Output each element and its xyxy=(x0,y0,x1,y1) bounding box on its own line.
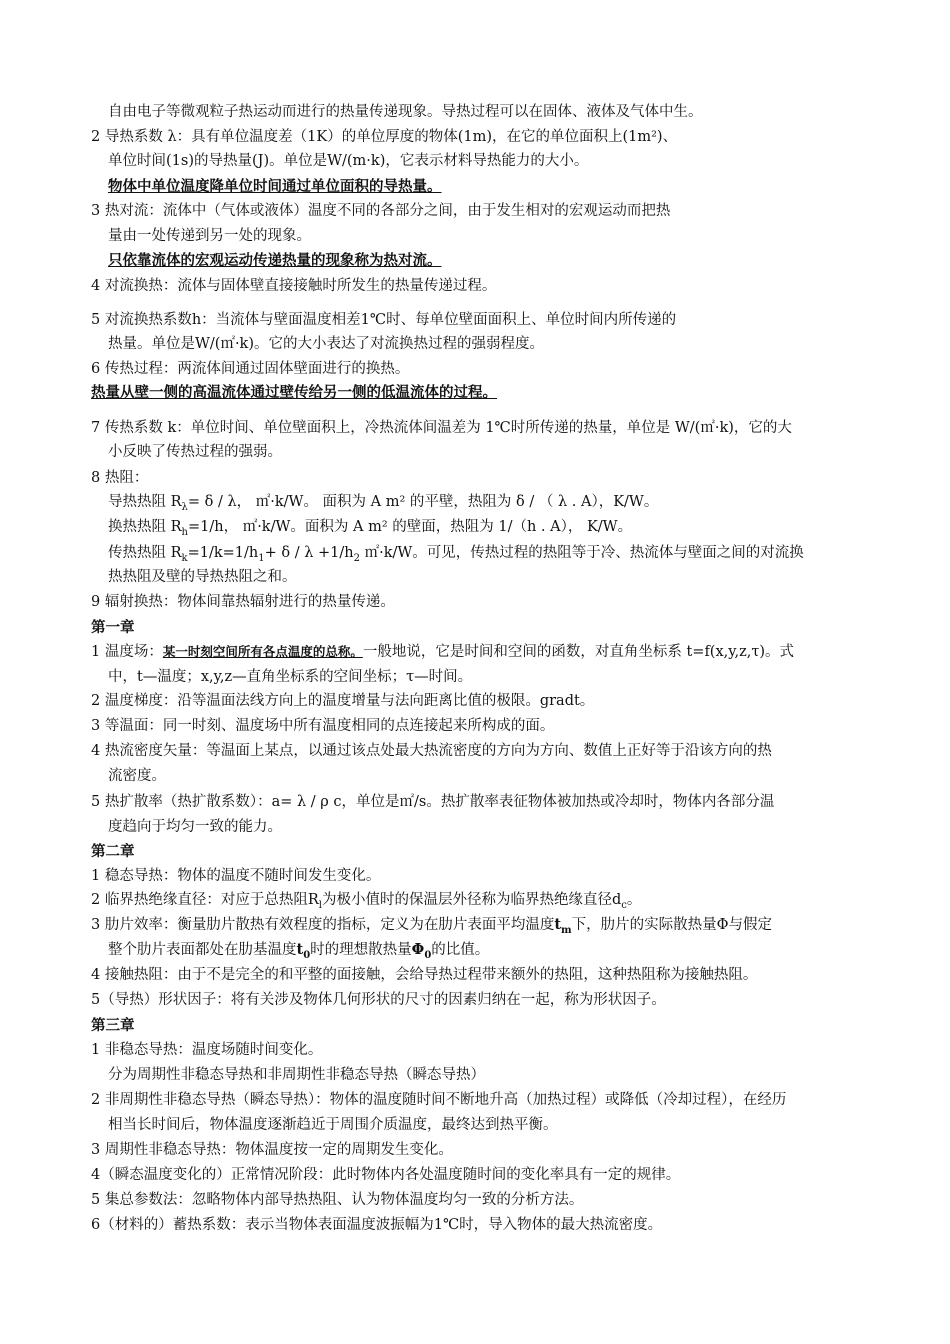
text-line: 9 辐射换热：物体间靠热辐射进行的热量传递。 xyxy=(91,594,395,610)
definition-line: 只依靠流体的宏观运动传递热量的现象称为热对流。 xyxy=(108,252,442,269)
text-line: 3 热对流：流体中（气体或液体）温度不同的各部分之间，由于发生相对的宏观运动而把热 xyxy=(91,203,671,219)
text-line: 2 导热系数 λ：具有单位温度差（1K）的单位厚度的物体(1m)，在它的单位面积上(1m²)、 xyxy=(91,129,678,145)
text-line: 8 热阻： xyxy=(91,470,149,486)
text-line: 2 临界热绝缘直径：对应于总热阻$R_l$为极小值时的保温层外径称为临界热绝缘直径$d_c$。 xyxy=(91,892,642,911)
text-line: 流密度。 xyxy=(108,768,166,784)
text-line: 4 热流密度矢量：等温面上某点，以通过该点处最大热流密度的方向为方向、数值上正好等于沿该方向的热 xyxy=(91,743,772,759)
text-line: 中，t—温度；x,y,z—直角坐标系的空间坐标；τ—时间。 xyxy=(108,669,473,685)
text-line: 分为周期性非稳态导热和非周期性非稳态导热（瞬态导热） xyxy=(108,1067,485,1083)
text-line: 5 对流换热系数h：当流体与壁面温度相差1℃时、每单位壁面面积上、单位时间内所传递的 xyxy=(91,312,677,328)
text-line: 3 等温面：同一时刻、温度场中所有温度相同的点连接起来所构成的面。 xyxy=(91,718,555,734)
text-line: 1 非稳态导热：温度场随时间变化。 xyxy=(91,1042,323,1058)
text-line: 小反映了传热过程的强弱。 xyxy=(108,444,282,460)
text-line: 5 集总参数法：忽略物体内部导热热阻、认为物体温度均匀一致的分析方法。 xyxy=(91,1192,584,1208)
chapter-heading: 第二章 xyxy=(91,843,135,860)
text-line: 相当长时间后，物体温度逐渐趋近于周围介质温度，最终达到热平衡。 xyxy=(108,1117,558,1133)
resistance-conduction: 导热热阻 $R_\lambda= \delta / \lambda$， ㎡·k/W。 面积为 A m² 的平壁，热阻为 δ / （ λ . A），K/W。 xyxy=(108,494,659,513)
text-line: 度趋向于均匀一致的能力。 xyxy=(108,819,282,835)
text-line: 4 接触热阻：由于不是完全的和平整的面接触，会给导热过程带来额外的热阻，这种热阻称为接触热阻。 xyxy=(91,967,758,983)
chapter-heading: 第一章 xyxy=(91,619,135,636)
text-line: 整个肋片表面都处在肋基温度$t_0$时的理想散热量$\Phi_0$的比值。 xyxy=(108,941,490,961)
text-line: 7 传热系数 k：单位时间、单位壁面积上，冷热流体间温差为 1℃时所传递的热量，单位是 W/(㎡·k)，它的大 xyxy=(91,420,792,436)
text-line: 1 稳态导热：物体的温度不随时间发生变化。 xyxy=(91,868,381,884)
text-line: 单位时间(1s)的导热量(J)。单位是W/(m·k)，它表示材料导热能力的大小。 xyxy=(108,153,589,169)
text-line: 6 传热过程：两流体间通过固体壁面进行的换热。 xyxy=(91,361,410,377)
resistance-total: 传热热阻 $R_k=1/k=1/h_1+ \delta / \lambda +1/h_2$ ㎡·k/W。可见，传热过程的热阻等于冷、热流体与壁面之间的对流换 xyxy=(108,545,804,564)
resistance-convection: 换热热阻 $R_h=1/h$， ㎡·k/W。面积为 A m² 的壁面，热阻为 1/（h . A）， K/W。 xyxy=(108,519,633,538)
text-line: 2 温度梯度：沿等温面法线方向上的温度增量与法向距离比值的极限。gradt。 xyxy=(91,693,595,709)
text-line: 量由一处传递到另一处的现象。 xyxy=(108,228,311,244)
definition-line: 热量从壁一侧的高温流体通过壁传给另一侧的低温流体的过程。 xyxy=(91,384,497,401)
text-line: 5（导热）形状因子：将有关涉及物体几何形状的尺寸的因素归纳在一起，称为形状因子。 xyxy=(91,992,666,1008)
text-line: 热量。单位是W/(㎡·k)。它的大小表达了对流换热过程的强弱程度。 xyxy=(108,336,544,352)
text-line: 2 非周期性非稳态导热（瞬态导热）：物体的温度随时间不断地升高（加热过程）或降低（冷却过程），在经历 xyxy=(91,1092,787,1108)
text-line: 1 温度场：某一时刻空间所有各点温度的总称。一般地说，它是时间和空间的函数，对直角坐标系 t=f(x,y,z,τ)。式 xyxy=(91,644,795,660)
chapter-heading: 第三章 xyxy=(91,1017,135,1034)
text-line: 4（瞬态温度变化的）正常情况阶段：此时物体内各处温度随时间的变化率具有一定的规律。 xyxy=(91,1167,681,1183)
text-line: 4 对流换热：流体与固体壁直接接触时所发生的热量传递过程。 xyxy=(91,278,497,294)
text-line: 自由电子等微观粒子热运动而进行的热量传递现象。导热过程可以在固体、液体及气体中生。 xyxy=(108,104,703,120)
text-line: 3 周期性非稳态导热：物体温度按一定的周期发生变化。 xyxy=(91,1142,453,1158)
text-line: 3 肋片效率：衡量肋片散热有效程度的指标，定义为在肋片表面平均温度$t_m$下，肋片的实际散热量Φ与假定 xyxy=(91,916,773,936)
definition-line: 物体中单位温度降单位时间通过单位面积的导热量。 xyxy=(108,178,442,195)
text-line: 6（材料的）蓄热系数：表示当物体表面温度波振幅为1℃时，导入物体的最大热流密度。 xyxy=(91,1217,663,1233)
text-line: 热热阻及壁的导热热阻之和。 xyxy=(108,569,297,585)
text-line: 5 热扩散率（热扩散系数）：a= λ / ρ c，单位是㎡/s。热扩散率表征物体被加热或冷却时，物体内各部分温 xyxy=(91,794,775,810)
